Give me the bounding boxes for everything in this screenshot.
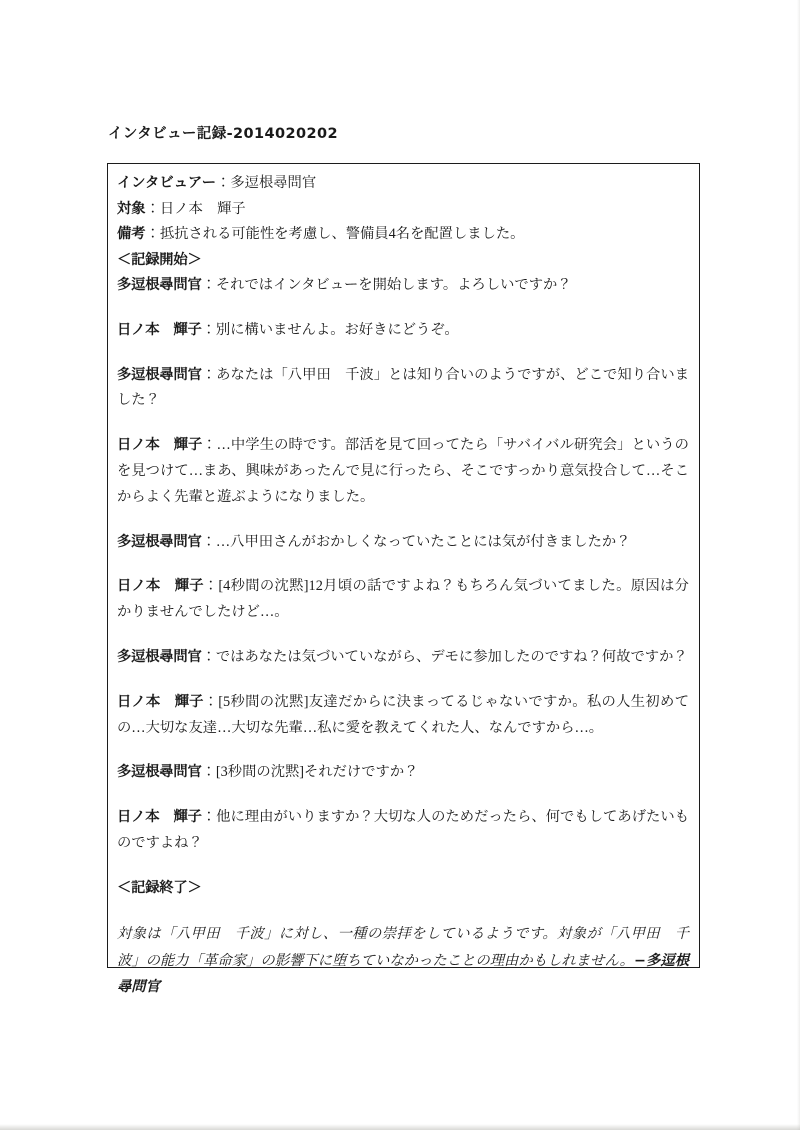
closing-analyst-note [117,921,689,1001]
speaker-name: 多逗根尋問官 [117,366,202,383]
speaker-name: 多逗根尋問官 [117,764,202,781]
speaker-name: 日ノ本 輝子 [117,578,204,595]
scan-bottom-edge-artifact [0,1124,800,1130]
utterance-text: ：[3秒間の沈黙]それだけですか？ [201,764,419,781]
interviewer-label: インタビュアー [117,175,217,191]
transcript-entry [117,273,689,299]
speaker-name: 多逗根尋問官 [117,648,202,665]
transcript-entry [117,690,689,742]
speaker-name: 多逗根尋問官 [117,277,202,293]
speaker-name: 日ノ本 輝子 [117,437,203,454]
speaker-name: 日ノ本 輝子 [117,809,202,826]
page-title: インタビュー記録-2014020202 [108,126,338,142]
remarks-row [117,222,689,248]
remarks-value: ：抵抗される可能性を考慮し、警備員4名を配置しました。 [145,226,525,242]
transcript-entry [117,574,689,626]
transcript-entry [117,805,689,857]
speaker-name: 日ノ本 輝子 [117,693,204,710]
transcript-entry [117,318,689,344]
subject-row [117,197,689,223]
transcript-entry [117,760,689,786]
transcript-entry [117,433,689,510]
interviewer-row [117,171,689,197]
transcript-list [117,273,689,857]
transcript-entry [117,530,689,556]
utterance-text: ：[5秒間の沈黙]友達だからに決まってるじゃないですか。私の人生初めての…大切な友達…大切な先輩…私に愛を教えてくれた人、なんですから…。 [117,693,689,736]
closing-note-signature: −多逗根尋問官 [117,952,690,996]
remarks-label: 備考 [117,226,146,242]
subject-label: 対象 [117,200,146,217]
subject-value: ：日ノ本 輝子 [145,200,246,217]
utterance-text: ：他に理由がいりますか？大切な人のためだったら、何でもしてあげたいものですよね？ [117,809,689,851]
closing-note-body: 対象は「八甲田 千波」に対し、一種の崇拝をしているようです。対象が「八甲田 千波」の能力「革命家」の影響下に堕ちていなかったことの理由かもしれません。 [117,926,689,969]
record-start-marker: ＜記録開始＞ [117,251,202,268]
utterance-text: ：ではあなたは気づいていながら、デモに参加したのですね？何故ですか？ [201,648,688,665]
transcript-entry [117,645,689,671]
record-end-marker: ＜記録終了＞ [117,879,202,896]
transcript-entry [117,363,689,415]
utterance-text: ：…八甲田さんがおかしくなっていたことには気が付きましたか？ [201,533,631,550]
speaker-name: 日ノ本 輝子 [117,321,202,338]
utterance-text: ：[4秒間の沈黙]12月頃の話ですよね？もちろん気づいてました。原因は分かりませんでしたけど…。 [117,578,689,621]
speaker-name: 多逗根尋問官 [117,533,202,550]
utterance-text: ：あなたは「八甲田 千波」とは知り合いのようですが、どこで知り合いました？ [117,366,689,409]
utterance-text: ：別に構いませんよ。お好きにどうぞ。 [201,321,459,338]
interviewer-value: ：多逗根尋問官 [216,175,317,191]
utterance-text: ：…中学生の時です。部活を見て回ってたら「サバイバル研究会」というのを見つけて…まあ、興味があったんで見に行ったら、そこですっかり意気投合して…そこからよく先輩と遊ぶようになりました。 [117,437,689,505]
interview-record-box [107,163,700,996]
utterance-text: ：それではインタビューを開始します。よろしいですか？ [201,277,572,293]
